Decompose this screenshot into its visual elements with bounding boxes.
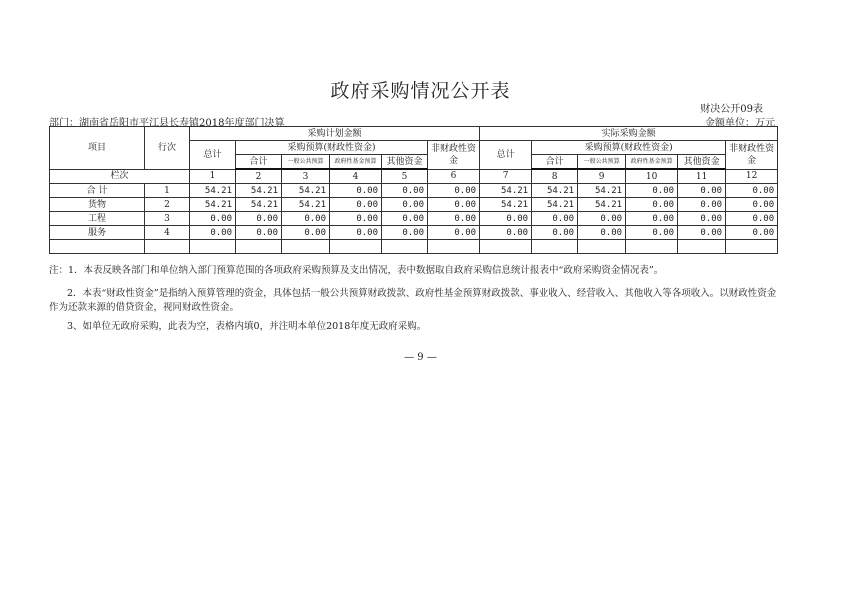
cell-value: 54.21 [480,184,532,198]
amount-unit: 金额单位：万元 [705,118,775,129]
cell-value: 0.00 [236,212,282,226]
blank-cell [480,240,532,254]
page-title: 政府采购情况公开表 [330,80,511,102]
table-row-blank [50,240,778,254]
header-actual-budget: 采购预算(财政性资金) [532,141,726,155]
cell-value: 54.21 [282,198,330,212]
header-plan-total: 总计 [190,141,236,170]
cell-value: 0.00 [726,184,778,198]
cell-value: 0.00 [578,226,626,240]
row-name: 货物 [50,198,145,212]
blank-cell [726,240,778,254]
note-3: 3、如单位无政府采购，此表为空，表格内填0，并注明本单位2018年度无政府采购。 [67,321,427,332]
table-row-goods [50,198,778,212]
form-code: 财决公开09表 [700,104,763,115]
header-line-no: 行次 [145,127,190,170]
cell-value: 0.00 [678,226,726,240]
column-number: 9 [578,169,626,184]
header-plan-budget: 采购预算(财政性资金) [236,141,428,155]
header-actual-amount: 实际采购金额 [480,127,778,141]
cell-value: 0.00 [190,212,236,226]
cell-value: 0.00 [330,198,382,212]
cell-value: 54.21 [532,184,578,198]
cell-value: 0.00 [480,212,532,226]
cell-value: 0.00 [726,226,778,240]
header-plan-non-fiscal: 非财政性资金 [428,141,480,170]
column-number: 6 [428,169,480,184]
cell-value: 54.21 [236,184,282,198]
cell-value: 0.00 [428,184,480,198]
column-number: 11 [678,169,726,184]
column-number-row [50,169,778,184]
table-row-works [50,212,778,226]
row-line-no: 2 [145,198,190,212]
procurement-table [49,126,778,254]
column-number: 4 [330,169,382,184]
cell-value: 0.00 [330,212,382,226]
cell-value: 0.00 [330,184,382,198]
cell-value: 0.00 [678,198,726,212]
cell-value: 54.21 [190,198,236,212]
column-number: 3 [282,169,330,184]
department-label: 部门：湖南省岳阳市平江县长寿镇2018年度部门决算 [49,118,285,129]
header-item: 项目 [50,127,145,170]
blank-cell [282,240,330,254]
cell-value: 0.00 [282,212,330,226]
cell-value: 0.00 [190,226,236,240]
cell-value: 0.00 [726,212,778,226]
cell-value: 0.00 [626,198,678,212]
page-number: — 9 — [404,352,437,363]
cell-value: 0.00 [330,226,382,240]
column-number: 8 [532,169,578,184]
column-number: 10 [626,169,678,184]
cell-value: 0.00 [532,226,578,240]
cell-value: 54.21 [532,198,578,212]
column-number: 7 [480,169,532,184]
cell-value: 0.00 [480,226,532,240]
row-name: 工程 [50,212,145,226]
column-number: 2 [236,169,282,184]
cell-value: 0.00 [626,226,678,240]
column-label: 栏次 [50,169,190,184]
cell-value: 0.00 [428,198,480,212]
row-name: 服务 [50,226,145,240]
blank-cell [50,240,145,254]
header-plan-subtotal: 合计 [236,155,282,170]
header-row-1 [50,127,778,141]
cell-value: 0.00 [626,184,678,198]
cell-value: 54.21 [190,184,236,198]
header-actual-subtotal: 合计 [532,155,578,170]
header-actual-other-funds: 其他资金 [678,155,726,170]
blank-cell [330,240,382,254]
cell-value: 0.00 [382,226,428,240]
table-row-services [50,226,778,240]
header-plan-amount: 采购计划金额 [190,127,480,141]
cell-value: 54.21 [480,198,532,212]
row-line-no: 3 [145,212,190,226]
cell-value: 0.00 [726,198,778,212]
cell-value: 54.21 [578,184,626,198]
blank-cell [145,240,190,254]
cell-value: 0.00 [678,184,726,198]
column-number: 12 [726,169,778,184]
column-number: 5 [382,169,428,184]
note-2: 2．本表“财政性资金”是指纳入预算管理的资金，具体包括一般公共预算财政拨款、政府性基金预算财政拨款、事业收入、经营收入、其他收入等各项收入。以财政性资金作为还款来源的借贷资金，视同财政性资金。 [49,288,777,313]
row-name: 合 计 [50,184,145,198]
cell-value: 0.00 [678,212,726,226]
cell-value: 0.00 [282,226,330,240]
blank-cell [428,240,480,254]
cell-value: 54.21 [236,198,282,212]
header-plan-other-funds: 其他资金 [382,155,428,170]
blank-cell [236,240,282,254]
cell-value: 0.00 [382,184,428,198]
header-actual-total: 总计 [480,141,532,170]
blank-cell [678,240,726,254]
blank-cell [532,240,578,254]
blank-cell [578,240,626,254]
header-plan-general-budget: 一般公共预算 [282,155,330,170]
cell-value: 0.00 [532,212,578,226]
header-actual-non-fiscal: 非财政性资金 [726,141,778,170]
cell-value: 54.21 [282,184,330,198]
blank-cell [626,240,678,254]
cell-value: 0.00 [428,226,480,240]
cell-value: 0.00 [578,212,626,226]
table-row-total [50,184,778,198]
cell-value: 0.00 [382,212,428,226]
column-number: 1 [190,169,236,184]
cell-value: 54.21 [578,198,626,212]
blank-cell [382,240,428,254]
row-line-no: 4 [145,226,190,240]
header-actual-general-budget: 一般公共预算 [578,155,626,170]
note-1: 注：1．本表反映各部门和单位纳入部门预算范围的各项政府采购预算及支出情况，表中数据取自政府采购信息统计报表中“政府采购资金情况表”。 [49,265,664,276]
header-plan-fund-budget: 政府性基金预算 [330,155,382,170]
cell-value: 0.00 [382,198,428,212]
row-line-no: 1 [145,184,190,198]
cell-value: 0.00 [236,226,282,240]
cell-value: 0.00 [428,212,480,226]
blank-cell [190,240,236,254]
cell-value: 0.00 [626,212,678,226]
header-actual-fund-budget: 政府性基金预算 [626,155,678,170]
